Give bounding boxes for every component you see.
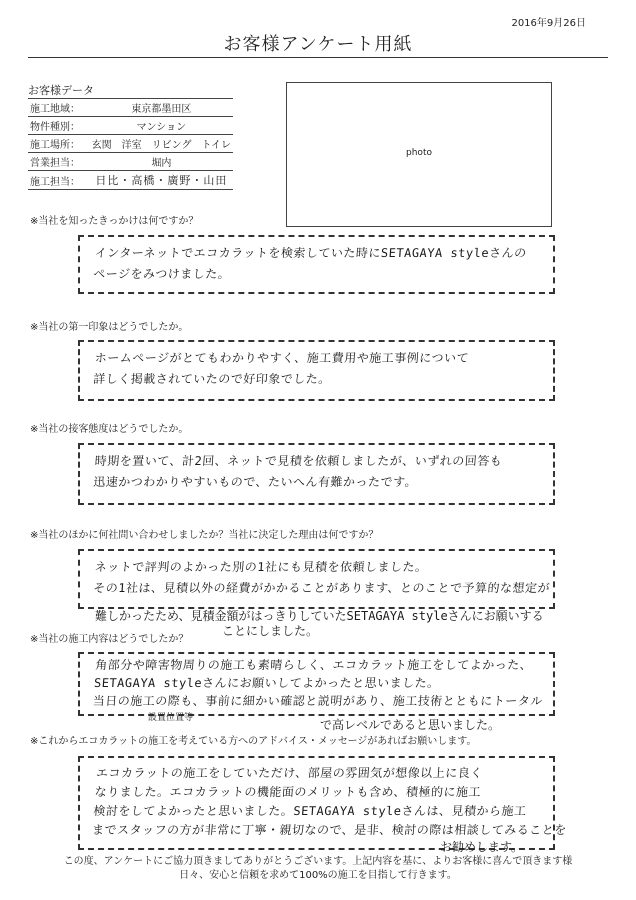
answer-text-1 <box>93 243 545 285</box>
title-divider <box>28 57 608 58</box>
answer-inserted-note: 設置位置等 <box>148 713 194 723</box>
photo-label: photo <box>406 148 432 158</box>
customer-row <box>28 135 233 153</box>
answer-overflow-line: 難しかったため、見積金額がはっきりしていたSETAGAYA styleさんにお願いする <box>95 609 544 623</box>
answer-text-6 <box>91 764 568 840</box>
row-key: 営業担当： <box>28 153 90 171</box>
footer-message <box>0 855 636 883</box>
answer-line: その1社は、見積以外の経費がかかることがあります、とのことで予算的な想定が <box>92 581 551 595</box>
answer-line: 当日の施工の際も、事前に細かい確認と説明があり、施工技術とともにトータル <box>92 694 544 708</box>
answer-box-3 <box>78 443 555 505</box>
customer-row <box>28 171 233 190</box>
answer-line: SETAGAYA styleさんにお願いしてよかったと思いました。 <box>93 676 441 690</box>
photo-placeholder <box>286 82 552 227</box>
answer-line: 角部分や障害物周りの施工も素晴らしく、エコカラット施工をしてよかった、 <box>94 658 533 672</box>
answer-line: インターネットでエコカラットを検索していた時にSETAGAYA styleさんの <box>94 246 528 260</box>
question-4: ※当社のほかに何社問い合わせしましたか？当社に決定した理由は何ですか？ <box>30 530 379 541</box>
question-1: ※当社を知ったきっかけは何ですか？ <box>30 216 199 227</box>
answer-line: 詳しく掲載されていたので好印象でした。 <box>92 372 332 386</box>
answer-line: ホームページがとてもわかりやすく、施工費用や施工事例について <box>94 351 470 365</box>
row-value: 東京都墨田区 <box>90 99 233 117</box>
answer-overflow-line: で高レベルであると思いました。 <box>320 718 501 732</box>
answer-text-2 <box>93 348 545 390</box>
answer-text-5 <box>92 656 545 710</box>
row-key: 物件種別： <box>28 117 90 135</box>
survey-date: 2016年9月26日 <box>511 18 586 29</box>
answer-box-4 <box>78 549 555 609</box>
customer-row <box>28 99 233 117</box>
page-title: お客様アンケート用紙 <box>223 34 413 55</box>
row-value: 日比・高橋・廣野・山田 <box>90 171 233 190</box>
answer-line: ネットで評判のよかった別の1社にも見積を依頼しました。 <box>94 560 428 574</box>
customer-row <box>28 153 233 171</box>
answer-box-2 <box>78 340 555 401</box>
row-value: 堀内 <box>90 153 233 171</box>
question-2: ※当社の第一印象はどうでしたか。 <box>30 322 189 333</box>
row-value: マンション <box>90 117 233 135</box>
answer-line: 迅速かつわかりやすいもので、たいへん有難かったです。 <box>92 475 418 489</box>
answer-line: 時期を置いて、計2回、ネットで見積を依頼しましたが、いずれの回答も <box>94 454 503 468</box>
answer-overflow-line: ことにしました。 <box>222 624 319 638</box>
answer-line: ページをみつけました。 <box>92 267 231 281</box>
customer-row <box>28 117 233 135</box>
answer-line: 検討をしてよかったと思いました。SETAGAYA styleさんは、見積から施工 <box>92 804 528 818</box>
answer-text-3 <box>93 451 545 493</box>
row-key: 施工場所： <box>28 135 90 153</box>
answer-overflow-line: お勧めします。 <box>440 840 524 854</box>
customer-data-heading: お客様データ <box>28 84 94 97</box>
customer-data-table <box>28 98 233 190</box>
answer-text-4 <box>92 557 551 599</box>
footer-line: 日々、安心と信頼を求めて100%の施工を目指して行きます。 <box>179 870 457 881</box>
answer-box-6 <box>78 756 568 850</box>
question-6: ※これからエコカラットの施工を考えている方へのアドバイス・メッセージがあればお願いします。 <box>30 736 477 747</box>
answer-line: までスタッフの方が非常に丁寧・親切なので、是非、検討の際は相談してみることを <box>91 823 568 837</box>
answer-line: なりました。エコカラットの機能面のメリットも含め、積極的に施工 <box>94 785 482 799</box>
row-value: 玄関 洋室 リビング トイレ <box>90 135 233 153</box>
answer-line: エコカラットの施工をしていただけ、部屋の雰囲気が想像以上に良く <box>95 766 484 780</box>
question-3: ※当社の接客態度はどうでしたか。 <box>30 424 189 435</box>
footer-line: この度、アンケートにご協力頂きましてありがとうございます。上記内容を基に、よりお客様に喜んで頂きます様 <box>63 856 573 867</box>
row-key: 施工担当： <box>28 171 90 190</box>
answer-box-1 <box>78 235 555 294</box>
row-key: 施工地域： <box>28 99 90 117</box>
question-5: ※当社の施工内容はどうでしたか？ <box>30 634 189 645</box>
answer-box-5 <box>78 652 555 716</box>
